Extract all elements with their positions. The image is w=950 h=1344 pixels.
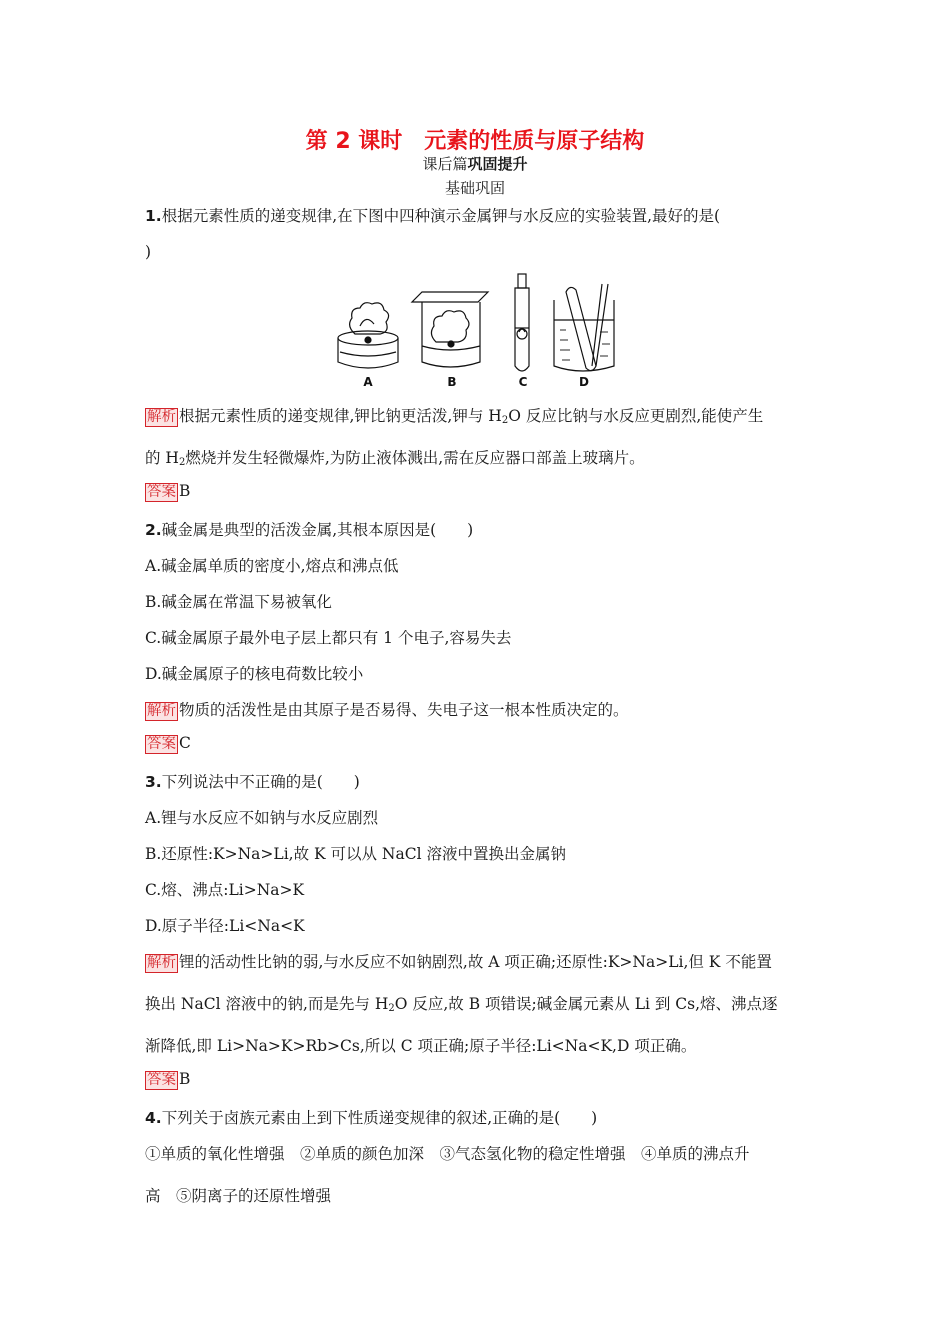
q3-option-c: C.熔、沸点:Li>Na>K [145, 881, 305, 899]
q1-stem [145, 204, 810, 226]
q1-stem-cont: ) [145, 243, 152, 261]
apparatus-d-illustration [554, 284, 614, 371]
q2-option-c: C.碱金属原子最外电子层上都只有 1 个电子,容易失去 [145, 629, 512, 647]
q4-number: 4. [145, 1109, 162, 1127]
q3-option-b: B.还原性:K>Na>Li,故 K 可以从 NaCl 溶液中置换出金属钠 [145, 845, 566, 863]
q4-stem-text: 下列关于卤族元素由上到下性质递变规律的叙述,正确的是( ) [161, 1109, 598, 1127]
subscript: 2 [501, 415, 509, 426]
q3-stem-text: 下列说法中不正确的是( ) [161, 773, 360, 791]
q1-analysis-text-2: 的 H [145, 449, 179, 467]
q1-analysis [145, 404, 810, 427]
q2-answer-value: C [179, 734, 191, 752]
q3-answer [145, 1070, 810, 1090]
q3-answer-value: B [179, 1070, 191, 1088]
q2-analysis-text: 物质的活泼性是由其原子是否易得、失电子这一根本性质决定的。 [179, 701, 629, 719]
figure-label-b: B [447, 375, 457, 389]
q3-number: 3. [145, 773, 162, 791]
q3-analysis-line3: 渐降低,即 Li>Na>K>Rb>Cs,所以 C 项正确;原子半径:Li<Na<K,D 项正确。 [145, 1037, 697, 1055]
q3-analysis-line2 [145, 992, 810, 1014]
q2-analysis [145, 698, 810, 721]
q1-answer-value: B [179, 482, 191, 500]
analysis-tag: 解析 [147, 703, 176, 719]
apparatus-c-illustration [515, 274, 529, 371]
q1-number: 1. [145, 207, 162, 225]
q1-analysis-line2 [145, 446, 810, 468]
q2-answer [145, 734, 810, 754]
q2-stem [145, 518, 810, 540]
section-heading: 基础巩固 [444, 179, 505, 197]
lesson-title: 第 2 课时 元素的性质与原子结构 [305, 129, 645, 154]
answer-tag: 答案 [147, 1072, 176, 1088]
q1-answer [145, 482, 810, 502]
q2-option-b: B.碱金属在常温下易被氧化 [145, 593, 332, 611]
q1-analysis-text-2-cont: 燃烧并发生轻微爆炸,为防止液体溅出,需在反应器口部盖上玻璃片。 [185, 449, 645, 467]
q2-option-a: A.碱金属单质的密度小,熔点和沸点低 [145, 557, 399, 575]
q2-stem-text: 碱金属是典型的活泼金属,其根本原因是( ) [161, 521, 474, 539]
q2-number: 2. [145, 521, 162, 539]
figure-label-c: C [518, 375, 528, 389]
q3-analysis-text-2-cont: O 反应,故 B 项错误;碱金属元素从 Li 到 Cs,熔、沸点逐 [394, 995, 778, 1013]
q3-option-a: A.锂与水反应不如钠与水反应剧烈 [145, 809, 379, 827]
subscript: 2 [388, 1003, 395, 1014]
figure-label-d: D [579, 375, 589, 389]
q3-analysis [145, 950, 810, 973]
lesson-subtitle [0, 153, 950, 174]
answer-tag: 答案 [147, 484, 176, 500]
analysis-tag: 解析 [147, 955, 176, 971]
apparatus-figure [330, 270, 620, 392]
q1-stem-text: 根据元素性质的递变规律,在下图中四种演示金属钾与水反应的实验装置,最好的是( [161, 207, 721, 225]
q4-stem [145, 1106, 810, 1128]
q3-stem [145, 770, 810, 792]
subtitle-emphasis: 巩固提升 [467, 155, 528, 173]
q1-analysis-text-cont: O 反应比钠与水反应更剧烈,能使产生 [508, 407, 764, 425]
q4-items: ①单质的氧化性增强 ②单质的颜色加深 ③气态氢化物的稳定性增强 ④单质的沸点升 [145, 1145, 750, 1163]
figure-label-a: A [363, 375, 373, 389]
analysis-tag: 解析 [147, 409, 176, 425]
subscript: 2 [178, 457, 186, 468]
apparatus-a-illustration [338, 303, 398, 368]
q4-items-cont: 高 ⑤阴离子的还原性增强 [145, 1187, 332, 1205]
q3-analysis-text-2: 换出 NaCl 溶液中的钠,而是先与 H [145, 995, 389, 1013]
q1-analysis-text: 根据元素性质的递变规律,钾比钠更活泼,钾与 H [179, 407, 502, 425]
answer-tag: 答案 [147, 736, 176, 752]
subtitle-prefix: 课后篇 [422, 155, 468, 173]
q2-option-d: D.碱金属原子的核电荷数比较小 [145, 665, 364, 683]
apparatus-b-illustration [412, 292, 488, 367]
q3-analysis-text: 锂的活动性比钠的弱,与水反应不如钠剧烈,故 A 项正确;还原性:K>Na>Li,但 K 不能置 [179, 953, 772, 971]
q3-option-d: D.原子半径:Li<Na<K [145, 917, 305, 935]
